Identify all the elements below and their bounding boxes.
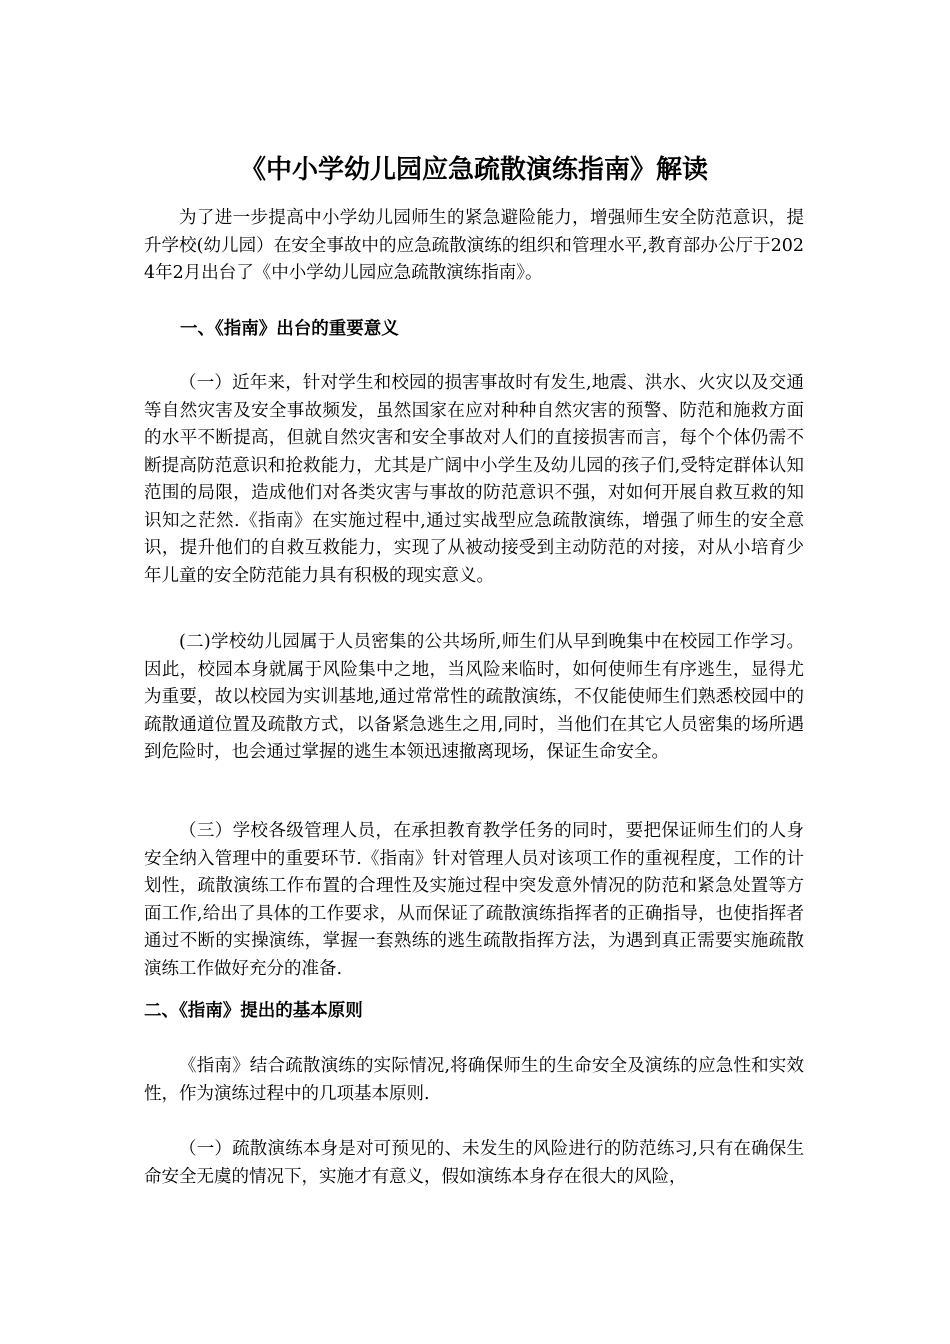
section-1-paragraph-2: (二)学校幼儿园属于人员密集的公共场所,师生们从早到晚集中在校园工作学习。因此，校园本身就属于风险集中之地，当风险来临时，如何使师生有序逃生，显得尤为重要，故以校园为实训基地,通过常常性的疏散演练，不仅能使师生们熟悉校园中的疏散通道位置及疏散方式，以备紧急逃生之用,同时，当他们在其它人员密集的场所遇到危险时，也会通过掌握的逃生本领迅速撤离现场，保证生命安全。 xyxy=(144,632,804,762)
section-2-paragraph-1: 《指南》结合疏散演练的实际情况,将确保师生的生命安全及演练的应急性和实效性，作为演练过程中的几项基本原则. xyxy=(144,1056,804,1104)
document-title: 《中小学幼儿园应急疏散演练指南》解读 xyxy=(239,155,708,186)
section-1-heading: 一、《指南》出台的重要意义 xyxy=(180,319,399,339)
intro-paragraph: 为了进一步提高中小学幼儿园师生的紧急避险能力，增强师生安全防范意识，提升学校(幼儿园）在安全事故中的应急疏散演练的组织和管理水平,教育部办公厅于2024年2月出台了《中小学幼儿园应急疏散演练指南》。 xyxy=(144,208,804,283)
section-2-paragraph-2: （一）疏散演练本身是对可预见的、未发生的风险进行的防范练习,只有在确保生命安全无虞的情况下，实施才有意义，假如演练本身存在很大的风险， xyxy=(144,1139,804,1187)
section-1-paragraph-3: （三）学校各级管理人员，在承担教育教学任务的同时，要把保证师生们的人身安全纳入管理中的重要环节.《指南》针对管理人员对该项工作的重视程度，工作的计划性，疏散演练工作布置的合理性及实施过程中突发意外情况的防范和紧急处置等方面工作,给出了具体的工作要求，从而保证了疏散演练指挥者的正确指导，也使指挥者通过不断的实操演练，掌握一套熟练的逃生疏散指挥方法，为遇到真正需要实施疏散演练工作做好充分的准备. xyxy=(144,821,804,979)
section-1-paragraph-1: （一）近年来，针对学生和校园的损害事故时有发生,地震、洪水、火灾以及交通等自然灾害及安全事故频发，虽然国家在应对种种自然灾害的预警、防范和施救方面的水平不断提高，但就自然灾害和安全事故对人们的直接损害而言，每个个体仍需不断提高防范意识和抢救能力，尤其是广阔中小学生及幼儿园的孩子们,受特定群体认知范围的局限，造成他们对各类灾害与事故的防范意识不强，对如何开展自救互救的知识知之茫然.《指南》在实施过程中,通过实战型应急疏散演练，增强了师生的安全意识，提升他们的自救互救能力，实现了从被动接受到主动防范的对接，对从小培育少年儿童的安全防范能力具有积极的现实意义。 xyxy=(144,373,804,586)
section-2-heading: 二、《指南》提出的基本原则 xyxy=(144,1001,363,1021)
